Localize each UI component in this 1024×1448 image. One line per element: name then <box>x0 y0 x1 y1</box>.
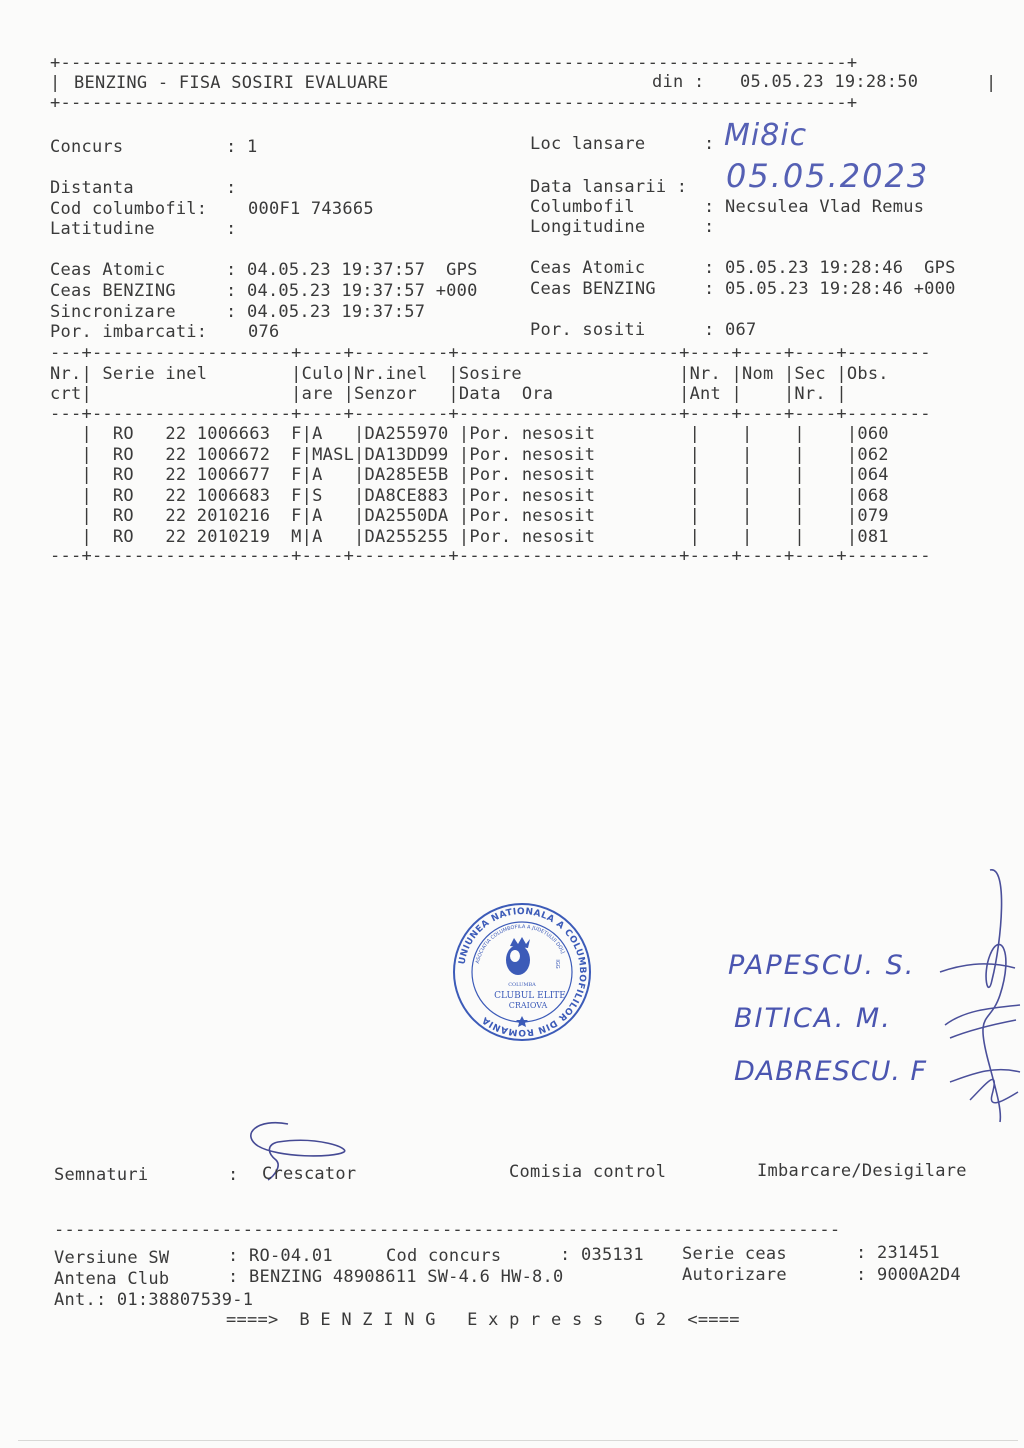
antena-label: Antena Club <box>54 1269 170 1289</box>
signature-comisia-label: Comisia control <box>509 1162 667 1182</box>
cod-columbofil-label: Cod columbofil: <box>50 199 208 219</box>
header-right-bar: | <box>986 73 997 93</box>
committee-signature-scribble <box>930 860 1024 1130</box>
data-lansarii-handwritten: 05.05.2023 <box>726 157 930 195</box>
footer-rule: --------------------------------------------------------------------------- <box>54 1220 841 1240</box>
table-row: | RO 22 1006672 F|MASL|DA13DD99 |Por. nesosit | | | |062 <box>50 444 889 465</box>
left-atomic-value: : 04.05.23 19:37:57 GPS <box>226 260 478 280</box>
seal-side-text: IGG <box>554 959 560 969</box>
header-date-value: 05.05.23 19:28:50 <box>740 72 919 92</box>
cod-columbofil-value: 000F1 743665 <box>248 199 374 219</box>
left-atomic-label: Ceas Atomic <box>50 260 166 280</box>
right-atomic-value: : 05.05.23 19:28:46 GPS <box>704 258 956 278</box>
autorizare-value: : 9000A2D4 <box>856 1265 961 1285</box>
table-header-line-2: crt| |are |Senzor |Data Ora |Ant | |Nr. | <box>50 384 847 404</box>
loc-lansare-label: Loc lansare <box>530 134 646 154</box>
sincronizare-value: : 04.05.23 19:37:57 <box>226 302 426 322</box>
latitudine-label: Latitudine <box>50 219 155 239</box>
loc-lansare-handwritten: Mi8ic <box>724 118 808 153</box>
signatures-sep: : <box>228 1165 239 1185</box>
header-left-bar: | <box>50 73 61 93</box>
latitudine-value: : <box>226 219 237 239</box>
table-row: | RO 22 1006677 F|A |DA285E5B |Por. nesosit | | | |064 <box>50 465 889 485</box>
committee-name-3: DABRESCU. F <box>734 1056 928 1087</box>
ant-line: Ant.: 01:38807539-1 <box>54 1290 254 1310</box>
data-lansarii-label: Data lansarii : <box>530 177 688 197</box>
sositi-value: : 067 <box>704 320 757 340</box>
header-date-label: din : <box>652 72 705 92</box>
distanta-label: Distanta <box>50 178 134 198</box>
table-row: | RO 22 1006663 F|A |DA255970 |Por. nesosit | | | |060 <box>50 424 889 444</box>
left-benzing-value: : 04.05.23 19:37:57 +000 <box>226 281 478 301</box>
club-seal-stamp <box>452 902 592 1042</box>
right-benzing-label: Ceas BENZING <box>530 279 656 299</box>
longitudine-value: : <box>704 217 715 237</box>
table-row: | RO 22 1006683 F|S |DA8CE883 |Por. nesosit | | | |068 <box>50 485 889 506</box>
signature-imbarcare-label: Imbarcare/Desigilare <box>757 1161 967 1181</box>
header-border-bottom: +---------------------------------------------------------------------------+ <box>50 93 858 113</box>
right-atomic-label: Ceas Atomic <box>530 258 646 278</box>
benzing-express-banner: ====> B E N Z I N G E x p r e s s G 2 <==== <box>226 1310 740 1330</box>
signature-crescator-label: Crescator <box>262 1164 357 1184</box>
seal-inner-top-text: ASOCIATIA COLUMBOFILA A JUDETULUI DOLJ <box>474 923 566 965</box>
serie-ceas-value: : 231451 <box>856 1243 940 1263</box>
page-bottom-edge <box>18 1440 1018 1441</box>
header-border-top: +---------------------------------------------------------------------------+ <box>50 53 858 73</box>
document-title: BENZING - FISA SOSIRI EVALUARE <box>74 73 389 93</box>
seal-center-columba: COLUMBA <box>508 982 536 988</box>
cod-concurs-label: Cod concurs <box>386 1246 502 1266</box>
table-row: | RO 22 2010216 F|A |DA2550DA |Por. nesosit | | | |079 <box>50 506 889 526</box>
columbofil-value: : Necsulea Vlad Remus <box>704 197 925 217</box>
signatures-label: Semnaturi <box>54 1165 149 1185</box>
concurs-value: : 1 <box>226 137 258 157</box>
cod-concurs-value: : 035131 <box>560 1245 644 1265</box>
serie-ceas-label: Serie ceas <box>682 1244 787 1264</box>
sincronizare-label: Sincronizare <box>50 302 176 322</box>
distanta-value: : <box>226 178 237 198</box>
autorizare-label: Autorizare <box>682 1265 787 1285</box>
columbofil-label: Columbofil <box>530 197 635 217</box>
table-rule-top: ---+-------------------+----+---------+---------------------+----+----+----+-------- <box>50 343 931 363</box>
right-benzing-value: : 05.05.23 19:28:46 +000 <box>704 279 956 299</box>
committee-name-1: PAPESCU. S. <box>728 950 916 981</box>
longitudine-label: Longitudine <box>530 217 646 237</box>
left-benzing-label: Ceas BENZING <box>50 281 176 301</box>
imbarcati-label: Por. imbarcati: <box>50 322 208 342</box>
table-rule-mid: ---+-------------------+----+---------+---------------------+----+----+----+-------- <box>50 404 931 424</box>
table-header-line-1: Nr.| Serie inel |Culo|Nr.inel |Sosire |Nr. |Nom |Sec |Obs. <box>50 364 889 384</box>
table-rule-bottom: ---+-------------------+----+---------+---------------------+----+----+----+-------- <box>50 546 931 566</box>
loc-lansare-sep: : <box>704 134 715 154</box>
versiune-value: : RO-04.01 <box>228 1246 333 1266</box>
seal-center-city: CRAIOVA <box>508 1001 548 1010</box>
concurs-label: Concurs <box>50 137 124 157</box>
seal-ring-text: UNIUNEA NATIONALA A COLUMBOFILILOR DIN ROMANIA <box>457 906 588 1038</box>
table-row: | RO 22 2010219 M|A |DA255255 |Por. nesosit | | | |081 <box>50 526 889 547</box>
committee-name-2: BITICA. M. <box>734 1003 892 1034</box>
antena-value: : BENZING 48908611 SW-4.6 HW-8.0 <box>228 1267 564 1287</box>
imbarcati-value: 076 <box>248 322 280 342</box>
seal-center-club: CLUBUL ELITE <box>494 991 566 1001</box>
sositi-label: Por. sositi <box>530 320 646 340</box>
versiune-label: Versiune SW <box>54 1248 170 1268</box>
